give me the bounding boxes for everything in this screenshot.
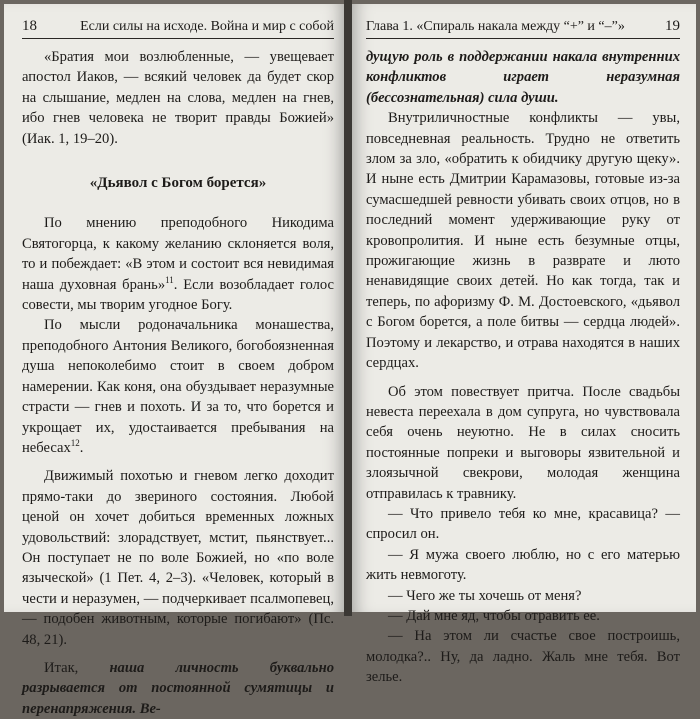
paragraph: Об этом повествует притча. После свадьбы невеста переехала в дом супруга, но чувствовала себя очень неуютно. Не в силах сносить постоянные попреки и выговоры язвительной и злоязычной свекрови, молодая женщина отправилась к травнику. bbox=[366, 383, 680, 502]
paragraph: Внутриличностные конфликты — увы, повседневная реальность. Трудно не ответить злом за зло, «обратить к обидчику другую щеку». И ныне есть Дмитрии Карамазовы, готовые из-за сумасшедшей ревности убивать своих отцов, но в последний момент удерживающие руку от кровопролития. И ныне есть безумные отцы, прожигающие жизнь в разврате и люто ненавидящие своих детей. Но как тогда, так и теперь, по афоризму Ф. М. Достоевского, «дьявол с Богом борется, а поле битвы — сердца людей». Поэтому и лекарство, и отрава находятся в наших сердцах. bbox=[366, 110, 680, 372]
right-running-head bbox=[366, 18, 680, 39]
running-title: Глава 1. «Спираль накала между “+” и “–”» bbox=[366, 19, 625, 34]
book-gutter bbox=[344, 0, 352, 616]
right-page bbox=[352, 4, 696, 686]
paragraph: По мысли родоначальника монашества, преподобного Антония Великого, богобоязненная душа непоколебимо стоит в своем добром намерении. Как коня, она обуздывает неразумные страсти — гнев и похоть. И за то, что борется и укрощает их, удостаивается пребывания на небесах$^{12}$. bbox=[22, 317, 334, 456]
emphasis-text: наша личность буквально разрывается от постоянной сумятицы и перенапряжения. Ве- bbox=[22, 659, 334, 717]
dialogue-line: — Я мужа своего люблю, но с его матерью жить невмоготу. bbox=[366, 546, 680, 584]
quote-paragraph: «Братия мои возлюбленные, — увещевает апостол Иаков, — всякий человек да будет скор на слышание, медлен на слова, медлен на гнев, ибо гнев человека не творит правды Божией» (Иак. 1, 19–20). bbox=[22, 49, 334, 147]
left-body-text bbox=[22, 47, 334, 719]
page-number: 18 bbox=[22, 18, 37, 34]
dialogue-line: — Что привело тебя ко мне, красавица? — спросил он. bbox=[366, 505, 680, 543]
dialogue-line: — Чего же ты хочешь от меня? bbox=[388, 587, 582, 604]
running-title: Если силы на исходе. Война и мир с собой bbox=[80, 19, 334, 34]
right-body-text bbox=[366, 47, 680, 688]
page-number: 19 bbox=[665, 18, 680, 34]
footnote-marker: 11 bbox=[165, 274, 174, 285]
section-heading: «Дьявол с Богом борется» bbox=[89, 175, 267, 192]
left-page bbox=[4, 4, 344, 717]
dialogue-line: — На этом ли счастье свое построишь, молодка?.. Ну, да ладно. Жаль мне тебя. Вот зелье. bbox=[366, 628, 680, 686]
left-running-head bbox=[22, 18, 334, 39]
dialogue-line: — Дай мне яд, чтобы отравить ее. bbox=[388, 607, 600, 624]
paragraph: По мнению преподобного Никодима Святогорца, к какому желанию склоняется воля, то и побеждает: «В этом и состоит вся невидимая наша духовная брань»$^{11}$. Если возобладает голос совести, мы творим угодное Богу. bbox=[22, 215, 334, 314]
footnote-marker: 12 bbox=[70, 438, 80, 449]
paragraph: Итак, наша личность буквально разрывается от постоянной сумятицы и перенапряжения. Ве- bbox=[22, 659, 334, 717]
paragraph: Движимый похотью и гневом легко доходит прямо-таки до звериного состояния. Любой ценой он хочет добиться временных ложных удовольствий: злорадствует, мстит, пьянствует... Он поступает не по воле Божией, но «по воле языческой» (1 Пет. 4, 2–3). «Человек, который в чести и неразумен, — подчеркивает псалмопевец, — подобен животным, которые погибают» (Пс. 48, 21). bbox=[22, 468, 334, 648]
emphasis-text: дущую роль в поддержании накала внутренних конфликтов играет неразумная (бессознательная) сила души. bbox=[366, 49, 680, 106]
